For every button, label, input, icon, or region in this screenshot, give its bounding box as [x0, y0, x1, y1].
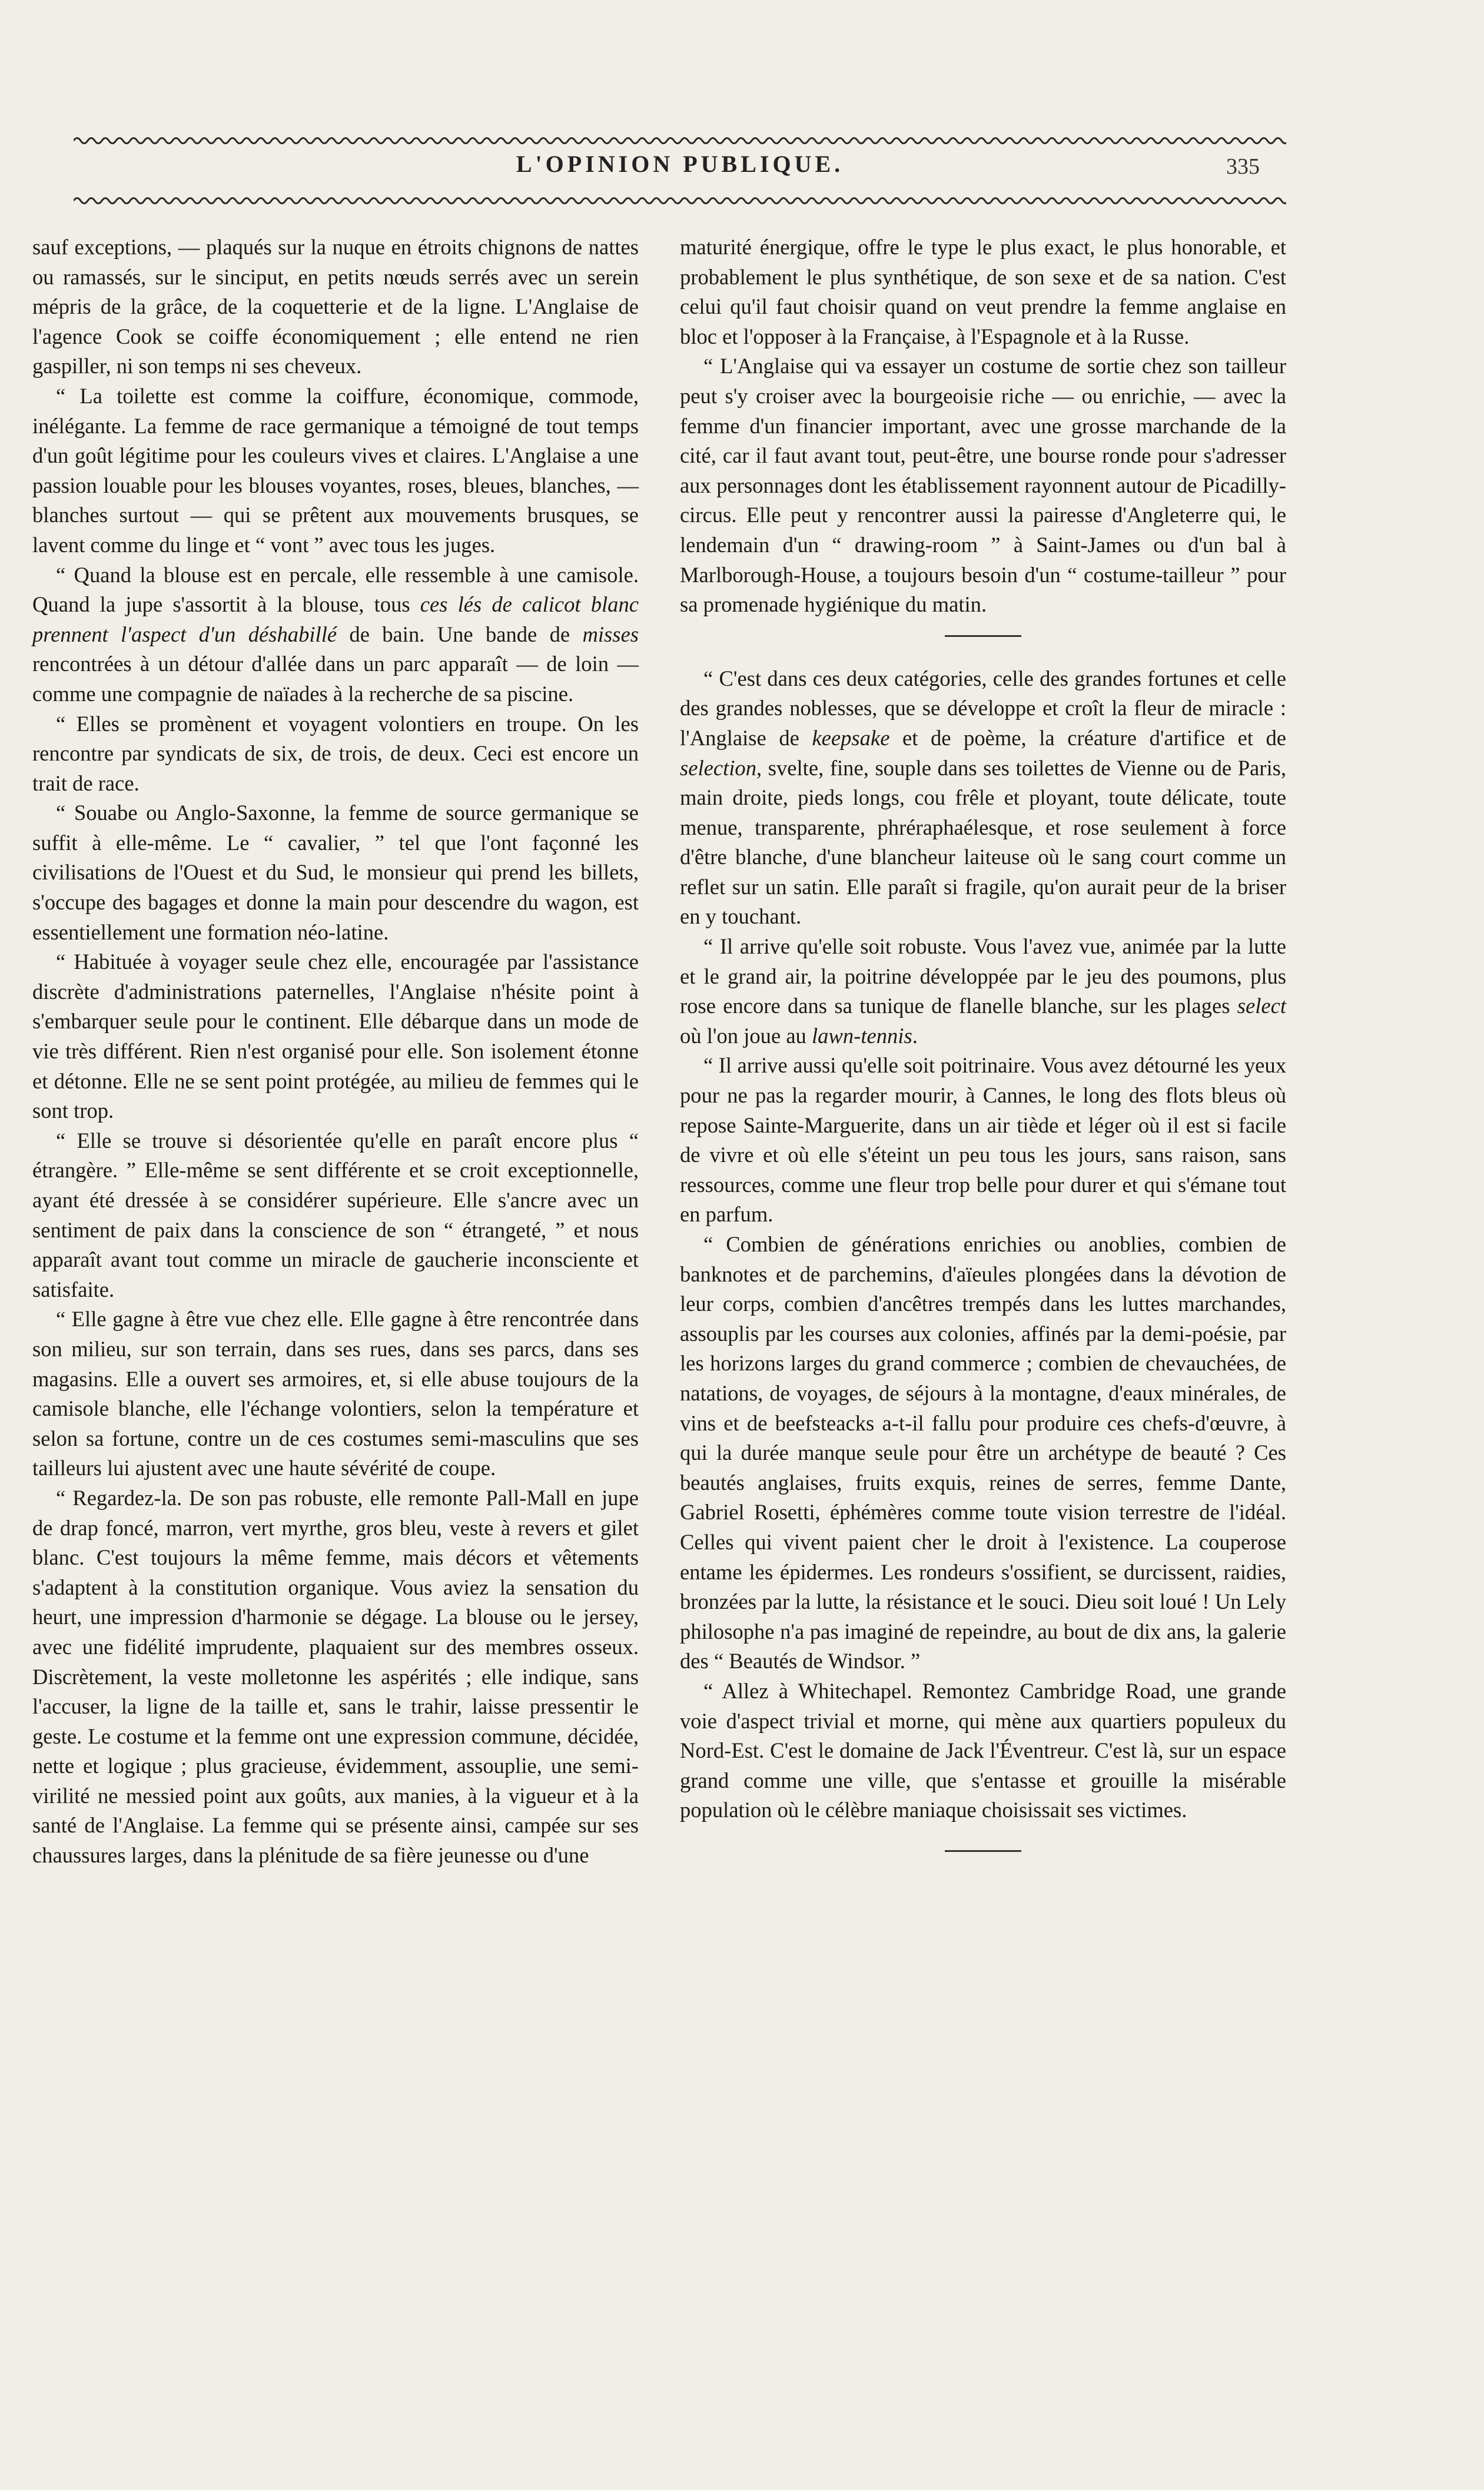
paragraph: “ Regardez-la. De son pas robuste, elle remonte Pall-Mall en jupe de drap foncé, marron, vert myrthe, gros bleu, veste à revers et gilet blanc. C'est toujours la même femme, mais décors et vêtements s'adaptent à la constitution organique. Vous aviez la sensation du heurt, une impression d'harmonie se dégage. La blouse ou le jersey, avec une fidélité imprudente, plaquaient sur des membres osseux. Discrètement, la veste molletonne les aspérités ; elle indique, sans l'accuser, la ligne de la taille et, sans le trahir, laisse pressentir le geste. Le costume et la femme ont une expression commune, décidée, nette et logique ; plus gracieuse, évidemment, assouplie, une semi-virilité ne messied point aux goûts, aux manies, à la vigueur et à la santé de l'Anglaise. La femme qui se présente ainsi, campée sur ses chaussures larges, dans la plénitude de sa fière jeunesse ou d'une — [32, 1485, 639, 1868]
text-run: rencontrées à un détour d'allée dans un parc apparaît — de loin — comme une compagnie de naïades à la recherche de sa piscine. — [32, 652, 639, 706]
italic-run: keepsake — [812, 725, 890, 750]
text-run: “ Quand la blouse est en percale, elle ressemble à une camisole. Quand la jupe s'assortit à la blouse, tous — [32, 562, 639, 617]
left-column — [32, 233, 639, 1871]
italic-run: ces lés de calicot blanc prennent l'aspect d'un déshabillé — [32, 592, 639, 646]
section-divider — [945, 635, 1021, 637]
italic-run: misses — [582, 622, 639, 646]
text-run: “ Il arrive qu'elle soit robuste. Vous l'avez vue, animée par la lutte et le grand air, la poitrine développée par le jeu des poumons, plus rose encore dans sa tunique de flanelle blanche, sur les plages — [680, 934, 1286, 1018]
text-run: de bain. Une bande de — [337, 622, 583, 646]
paragraph: “ Elle se trouve si désorientée qu'elle en paraît encore plus “ étrangère. ” Elle-même se sent différente et se croit exceptionnelle, ayant été dressée à se considérer supérieure. Elle s'ancre avec un sentiment de paix dans la conscience de son “ étrangeté, ” et nous apparaît avant tout comme un miracle de gaucherie inconsciente et satisfaite. — [32, 1128, 639, 1302]
text-run: et de poème, la créature d'artifice et de — [889, 725, 1287, 750]
paragraph: “ Habituée à voyager seule chez elle, encouragée par l'assistance discrète d'administrations paternelles, l'Anglaise n'hésite point à s'embarquer seule pour le continent. Elle débarque dans un mode de vie très différent. Rien n'est organisé pour elle. Son isolement étonne et détonne. Elle ne se sent point protégée, au milieu de femmes qui le sont trop. — [32, 949, 639, 1123]
paragraph — [32, 560, 639, 709]
paragraph: “ Souabe ou Anglo-Saxonne, la femme de source germanique se suffit à elle-même. Le “ cavalier, ” tel que l'ont façonné les civilisations de l'Ouest et du Sud, le monsieur qui prend les billets, s'occupe des bagages et donne la main pour descendre du wagon, est essentiellement une formation néo-latine. — [32, 801, 639, 944]
paragraph: “ L'Anglaise qui va essayer un costume de sortie chez son tailleur peut s'y croiser avec la bourgeoisie riche — ou enrichie, — avec la femme d'un financier important, avec une grosse marchande de la cité, car il faut avant tout, peut-être, une bourse ronde pour s'adresser aux personnages dont les établissement rayonnent autour de Picadilly-circus. Elle peut y rencontrer aussi la pairesse d'Angleterre qui, le lendemain d'un “ drawing-room ” à Saint-James ou d'un bal à Marlborough-House, a toujours besoin d'un “ costume-tailleur ” pour sa promenade hygiénique du matin. — [680, 354, 1286, 617]
paragraph — [680, 664, 1286, 932]
italic-run: select — [1237, 994, 1286, 1018]
paragraph: “ La toilette est comme la coiffure, économique, commode, inélégante. La femme de race germanique a témoigné de tout temps d'un goût légitime pour les couleurs vives et claires. L'Anglaise a une passion louable pour les blouses voyantes, roses, bleues, blanches, — blanches surtout — qui se prêtent aux mouvements brusques, se lavent comme du linge et “ vont ” avec tous les juges. — [32, 383, 639, 557]
page-number: 335 — [1226, 154, 1260, 179]
page-header — [74, 150, 1286, 185]
paragraph: “ Elles se promènent et voyagent volontiers en troupe. On les rencontre par syndicats de six, de trois, de deux. Ceci est encore un trait de race. — [32, 711, 639, 795]
paragraph: “ Il arrive aussi qu'elle soit poitrinaire. Vous avez détourné les yeux pour ne pas la regarder mourir, à Cannes, le long des flots bleus où repose Sainte-Marguerite, dans un air tiède et léger où il est si facile de vivre et où elle s'éteint un peu tous les jours, sans raison, sans ressources, comme une fleur trop belle pour durer et qui s'émane tout en parfum. — [680, 1053, 1286, 1227]
paragraph: maturité énergique, offre le type le plus exact, le plus honorable, et probablement le plus synthétique, de son sexe et de sa nation. C'est celui qu'il faut choisir quand on veut prendre la femme anglaise en bloc et l'opposer à la Française, à l'Espagnole et à la Russe. — [680, 235, 1286, 348]
text-run: , svelte, fine, souple dans ses toilettes de Vienne ou de Paris, main droite, pieds longs, cou frêle et ployant, toute délicate, toute menue, transparente, phréraphaélesque, et rose seulement à force d'être blanche, d'une blancheur laiteuse où le sang court comme un reflet sur un satin. Elle paraît si fragile, qu'on aurait peur de la briser en y touchant. — [680, 755, 1286, 929]
italic-run: selection — [680, 755, 757, 780]
page-title: L'OPINION PUBLIQUE. — [516, 151, 844, 177]
paragraph: sauf exceptions, — plaqués sur la nuque en étroits chignons de nattes ou ramassés, sur le sinciput, en petits nœuds serrés avec un serein mépris de la grâce, de la coquetterie et de la ligne. L'Anglaise de l'agence Cook se coiffe économiquement ; elle entend ne rien gaspiller, ni son temps ni ses cheveux. — [32, 235, 639, 379]
paragraph: “ Allez à Whitechapel. Remontez Cambridge Road, une grande voie d'aspect trivial et morne, qui mène aux quartiers populeux du Nord-Est. C'est le domaine de Jack l'Éventreur. C'est là, sur un espace grand comme une ville, que s'entasse et grouille la misérable population où le célèbre maniaque choisissait ses victimes. — [680, 1678, 1286, 1822]
top-wavy-rule — [74, 134, 1286, 147]
bottom-wavy-rule — [74, 194, 1286, 207]
end-divider — [945, 1850, 1021, 1852]
text-run: où l'on joue au — [680, 1023, 812, 1048]
italic-run: lawn-tennis — [812, 1023, 912, 1048]
right-column — [680, 233, 1286, 1879]
paragraph: “ Elle gagne à être vue chez elle. Elle gagne à être rencontrée dans son milieu, sur son terrain, dans ses rues, dans ses parcs, dans ses magasins. Elle a ouvert ses armoires, et, si elle abuse toujours de la camisole blanche, elle l'échange volontiers, selon la température et selon sa fortune, contre un de ces costumes semi-masculins que ses tailleurs lui ajustent avec une haute sévérité de coupe. — [32, 1307, 639, 1480]
paragraph — [680, 932, 1286, 1051]
text-run: . — [912, 1023, 918, 1048]
text-run: “ C'est dans ces deux catégories, celle des grandes fortunes et celle des grandes noblesses, que se développe et croît la fleur de miracle : l'Anglaise de — [680, 666, 1286, 750]
paragraph: “ Combien de générations enrichies ou anoblies, combien de banknotes et de parchemins, d'aïeules plongées dans la dévotion de leur corps, combien d'ancêtres trempés dans les luttes marchandes, assouplis par les courses aux colonies, affinés par la demi-poésie, par les horizons larges du grand commerce ; combien de chevauchées, de natations, de voyages, de séjours à la montagne, d'eaux minérales, de vins et de beefsteacks a-t-il fallu pour produire ces chefs-d'œuvre, à qui la durée manque seule pour être un archétype de beauté ? Ces beautés anglaises, fruits exquis, reines de serres, femme Dante, Gabriel Rosetti, éphémères comme toute vision terrestre de l'idéal. Celles qui vivent paient cher le droit à l'existence. La couperose entame les épidermes. Les rondeurs s'ossifient, se durcissent, raidies, bronzées par la lutte, la résistance et le souci. Dieu soit loué ! Un Lely philosophe n'a pas imaginé de repeindre, au bout de dix ans, la galerie des “ Beautés de Windsor. ” — [680, 1232, 1286, 1674]
